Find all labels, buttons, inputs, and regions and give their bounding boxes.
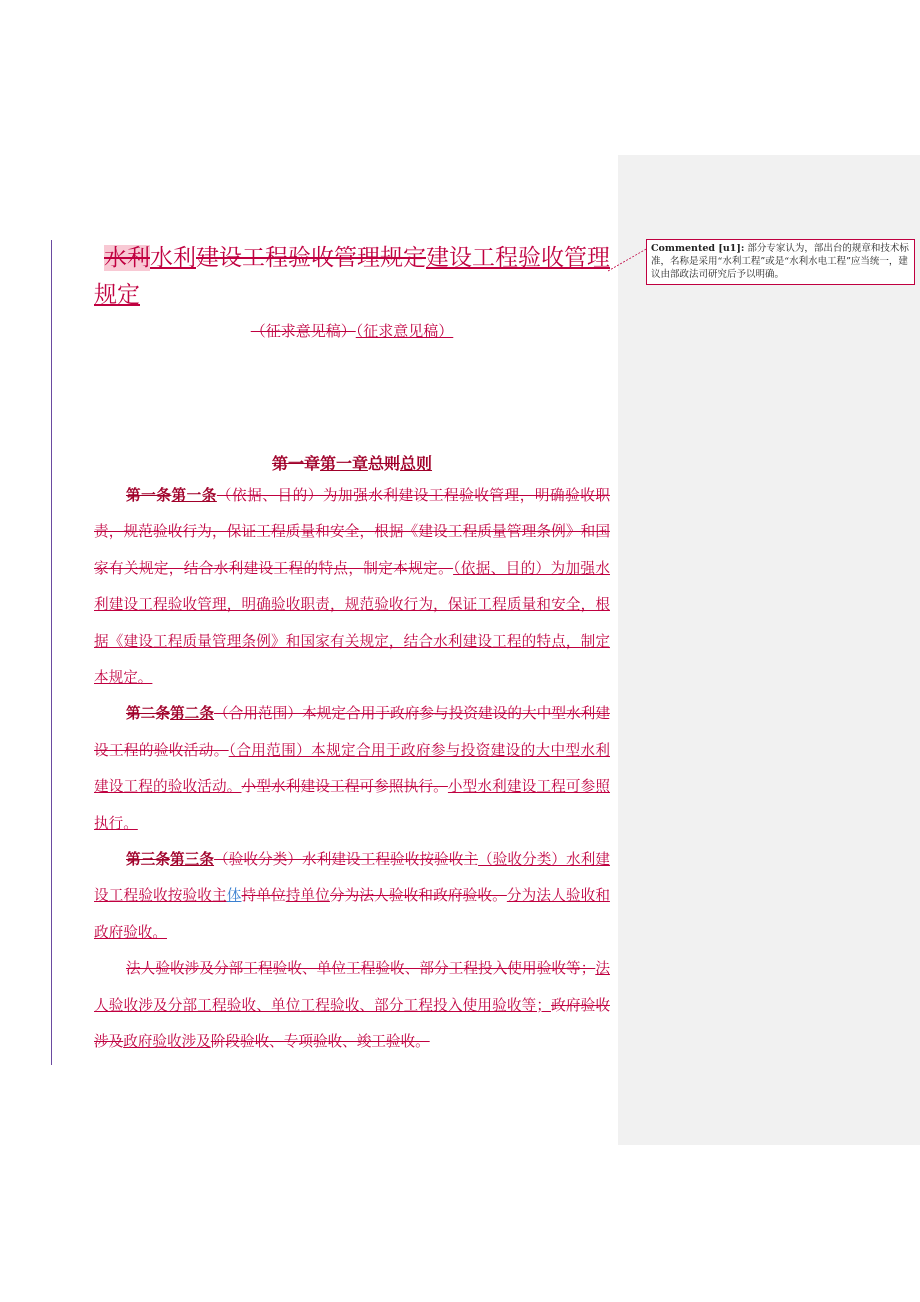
document-subtitle xyxy=(94,320,610,342)
article-3-text-del: （验收分类）水利建设工程验收按验收主 xyxy=(214,851,479,869)
subtitle-deleted: （征求意见稿） xyxy=(250,322,356,340)
chapter-del2: 总则 xyxy=(368,454,401,473)
document-body xyxy=(94,240,610,1061)
article-3-text-ins3: 分为法人验收和政府验收。 xyxy=(94,887,610,941)
chapter-heading xyxy=(94,452,610,476)
article-3-text-ins: （验收分类）水利建设工程验收按验收主 xyxy=(94,851,610,905)
document-title xyxy=(94,240,610,314)
detail-text-ins: 法人验收涉及分部工程验收、单位工程验收、部分工程投入使用验收等； xyxy=(94,960,610,1014)
comment-pane xyxy=(618,155,920,1145)
article-2 xyxy=(94,696,610,842)
title-deleted-prefix: 水利 xyxy=(104,245,150,271)
article-2-extra-del: 小型水利建设工程可参照执行。 xyxy=(241,778,448,796)
comment-connector xyxy=(608,246,648,272)
chapter-ins2: 总则 xyxy=(400,454,433,473)
chapter-ins: 第一章 xyxy=(319,454,368,473)
article-3-label-ins: 第三条 xyxy=(170,851,215,869)
subtitle-inserted: （征求意见稿） xyxy=(355,322,454,340)
comment-balloon[interactable] xyxy=(646,239,915,285)
article-2-text-del: （合用范围）本规定合用于政府参与投资建设的大中型水利建设工程的验收活动。 xyxy=(94,705,610,759)
article-3 xyxy=(94,842,610,951)
detail-text-ins2: 政府验收涉及 xyxy=(123,1033,211,1051)
article-1 xyxy=(94,478,610,696)
article-3-label-del: 第三条 xyxy=(126,851,171,869)
title-main: 建设工程验收管理规定 xyxy=(196,245,426,271)
article-2-extra-ins: 小型水利建设工程可参照执行。 xyxy=(94,778,610,832)
article-3-text-ins2: 持单位 xyxy=(285,887,330,905)
detail-text-del: 法人验收涉及分部工程验收、单位工程验收、部分工程投入使用验收等； xyxy=(126,960,596,978)
title-inserted-tail: 建设工程验收管理规定 xyxy=(94,245,610,308)
article-2-text-ins: （合用范围）本规定合用于政府参与投资建设的大中型水利建设工程的验收活动。 xyxy=(94,741,610,796)
detail-text-del2: 政府验收涉及 xyxy=(94,996,610,1051)
comment-author: Commented [u1]: xyxy=(651,243,745,254)
article-3-text-del3: 分为法人验收和政府验收。 xyxy=(329,887,507,905)
article-1-label-ins: 第一条 xyxy=(171,487,217,504)
article-2-label-ins: 第二条 xyxy=(170,705,215,723)
article-3-text-del2: 持单位 xyxy=(241,887,286,905)
comment-text: 部分专家认为，部出台的规章和技术标准，名称是采用“水利工程”或是“水利水电工程”应当统一，建议由部政法司研究后予以明确。 xyxy=(651,243,909,280)
article-3-detail xyxy=(94,951,610,1060)
detail-text-del3: 阶段验收、专项验收、竣工验收。 xyxy=(210,1033,430,1051)
change-bar xyxy=(51,240,52,1065)
chapter-del: 第一章 xyxy=(271,454,320,473)
article-2-label-del: 第二条 xyxy=(126,705,171,723)
article-1-text-del: （依据、目的）为加强水利建设工程验收管理，明确验收职责，规范验收行为，保证工程质量和安全，根据《建设工程质量管理条例》和国家有关规定，结合水利建设工程的特点，制定本规定。 xyxy=(94,487,610,577)
article-1-text-ins: （依据、目的）为加强水利建设工程验收管理，明确验收职责，规范验收行为，保证工程质量和安全，根据《建设工程质量管理条例》和国家有关规定，结合水利建设工程的特点，制定本规定。 xyxy=(94,559,610,687)
article-3-format-change: 体 xyxy=(226,887,242,905)
title-inserted-prefix: 水利 xyxy=(150,245,196,271)
article-1-label-del: 第一条 xyxy=(126,487,172,504)
